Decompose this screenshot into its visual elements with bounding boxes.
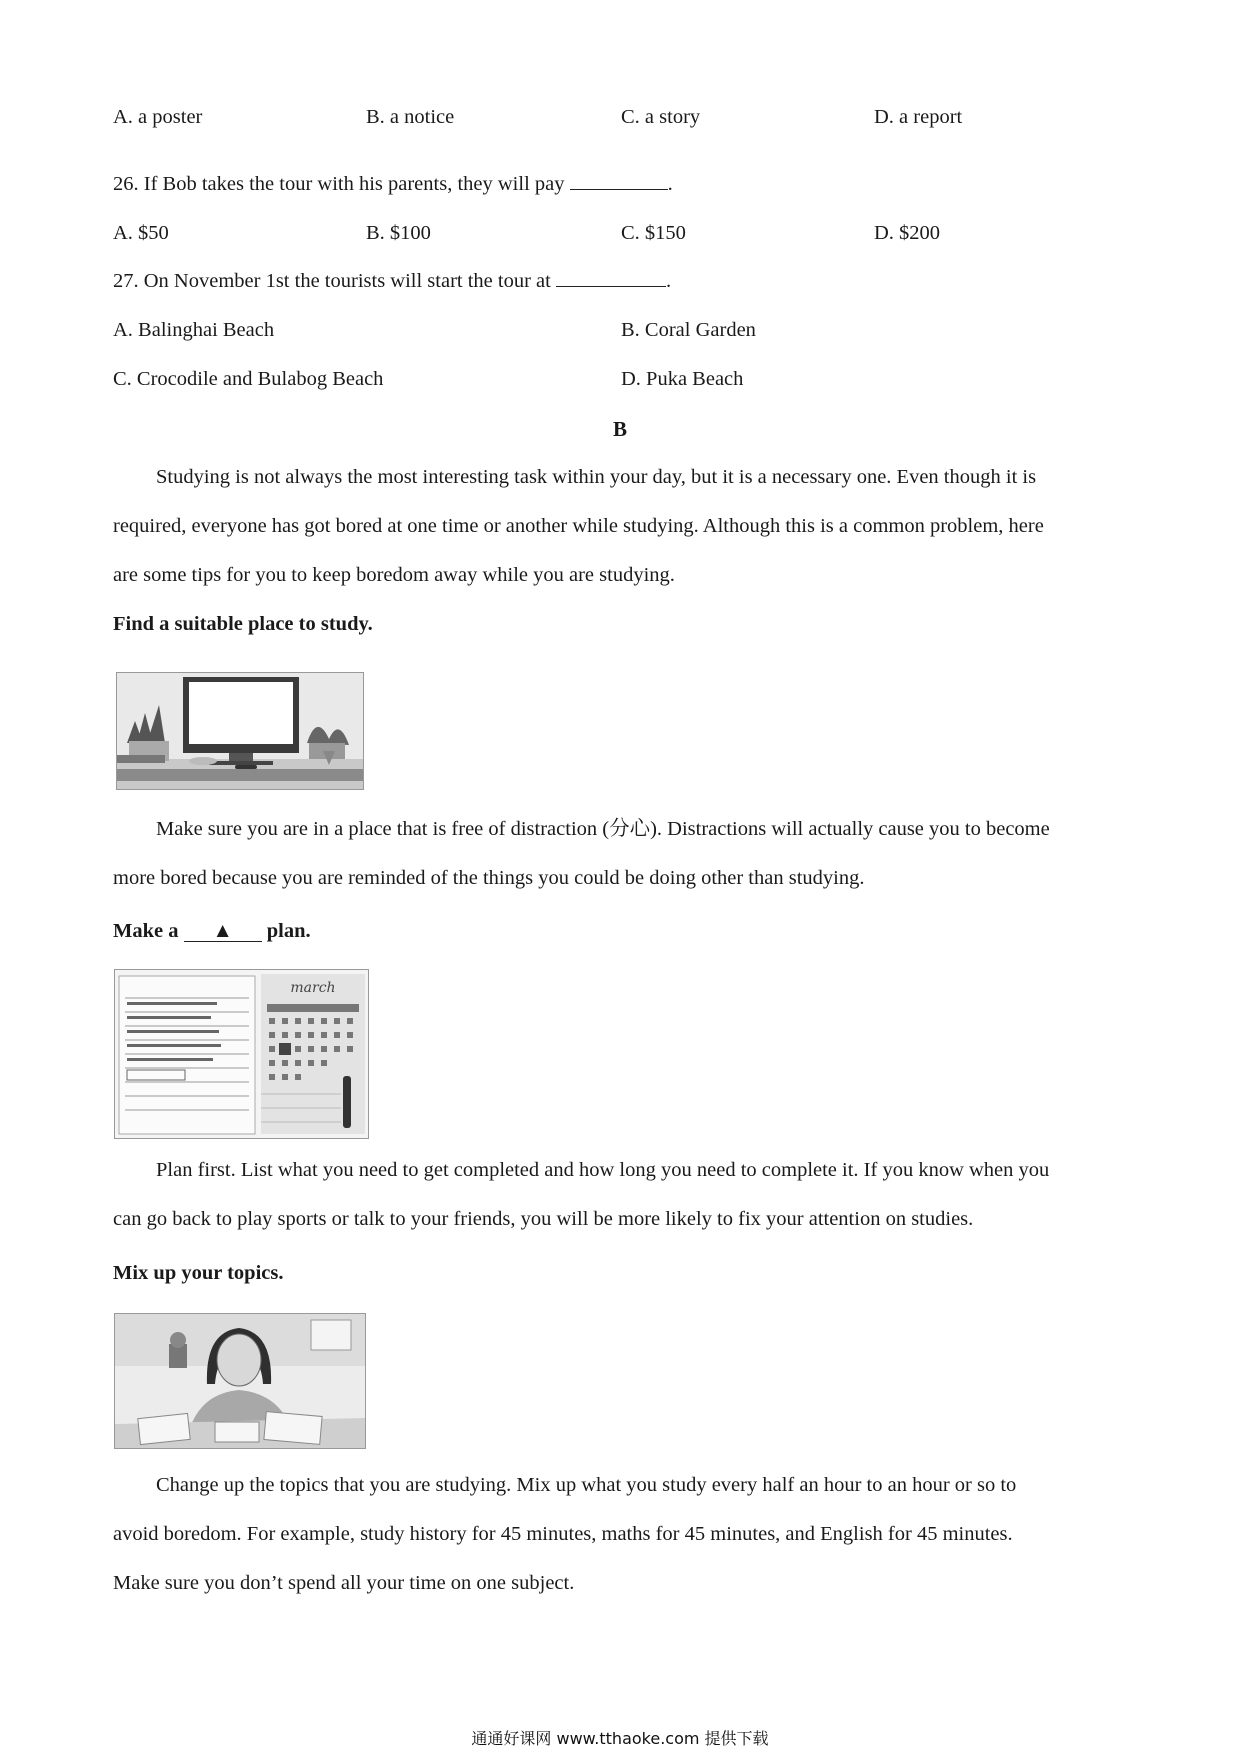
q26-option-d: D. $200	[874, 222, 941, 244]
q26-stem-text: 26. If Bob takes the tour with his parents, they will pay	[113, 173, 570, 195]
tip2-line: can go back to play sports or talk to your friends, you will be more likely to fix your attention on studies.	[113, 1208, 974, 1230]
tip2-line: Plan first. List what you need to get completed and how long you need to complete it. If you know when you	[156, 1159, 1050, 1181]
q27-stem-end: .	[665, 270, 672, 292]
answer-blank	[556, 270, 666, 287]
q25-option-b: B. a notice	[366, 106, 455, 128]
q25-option-a: A. a poster	[113, 106, 203, 128]
calendar-picture	[115, 970, 368, 1138]
desk-computer-illustration	[116, 672, 364, 790]
tip3-line: Change up the topics that you are studying. Mix up what you study every half an hour to an hour or so to	[156, 1474, 1017, 1496]
q25-option-c: C. a story	[621, 106, 701, 128]
tip2-title-end: plan.	[261, 920, 311, 942]
q26-option-b: B. $100	[366, 222, 431, 244]
intro-line: are some tips for you to keep boredom away while you are studying.	[113, 564, 675, 586]
student-studying-illustration	[114, 1313, 366, 1449]
q27-stem	[113, 270, 671, 293]
answer-blank	[570, 173, 668, 190]
calendar-title: march	[290, 980, 336, 996]
tip1-line: Make sure you are in a place that is free of distraction (分心). Distractions will actually cause you to become	[156, 818, 1050, 840]
student-picture	[115, 1314, 365, 1448]
tip2-title	[113, 920, 311, 943]
tip1-title: Find a suitable place to study.	[113, 613, 373, 635]
section-heading: B	[612, 417, 627, 441]
q26-stem	[113, 173, 673, 196]
q27-option-b: B. Coral Garden	[621, 319, 756, 341]
study-plan-calendar-illustration	[114, 969, 369, 1139]
page-footer: 通通好课网 www.tthaoke.com 提供下载	[471, 1729, 769, 1748]
intro-line: Studying is not always the most interesting task within your day, but it is a necessary one. Even though it is	[156, 466, 1037, 488]
q26-stem-end: .	[667, 173, 673, 195]
tip1-paragraph	[113, 805, 1125, 903]
q26-option-a: A. $50	[113, 222, 169, 244]
intro-line: required, everyone has got bored at one time or another while studying. Although this is a common problem, here	[113, 515, 1044, 537]
q26-option-c: C. $150	[621, 222, 686, 244]
q27-option-d: D. Puka Beach	[621, 368, 744, 390]
tip3-title: Mix up your topics.	[113, 1262, 284, 1284]
tip3-line: avoid boredom. For example, study history for 45 minutes, maths for 45 minutes, and English for 45 minutes.	[113, 1523, 1013, 1545]
tip3-paragraph	[113, 1461, 1125, 1608]
tip2-title-start: Make a	[113, 920, 184, 942]
tip2-paragraph	[113, 1146, 1125, 1244]
tip3-line: Make sure you don’t spend all your time on one subject.	[113, 1572, 575, 1594]
intro-paragraph	[113, 453, 1125, 600]
desk-computer-picture	[117, 673, 363, 789]
q27-option-c: C. Crocodile and Bulabog Beach	[113, 368, 384, 390]
q25-option-d: D. a report	[874, 106, 963, 128]
tip1-line: more bored because you are reminded of the things you could be doing other than studying.	[113, 867, 865, 889]
q27-stem-text: 27. On November 1st the tourists will start the tour at	[113, 270, 556, 292]
q27-option-a: A. Balinghai Beach	[113, 319, 275, 341]
plan-blank: ▲	[184, 921, 262, 942]
